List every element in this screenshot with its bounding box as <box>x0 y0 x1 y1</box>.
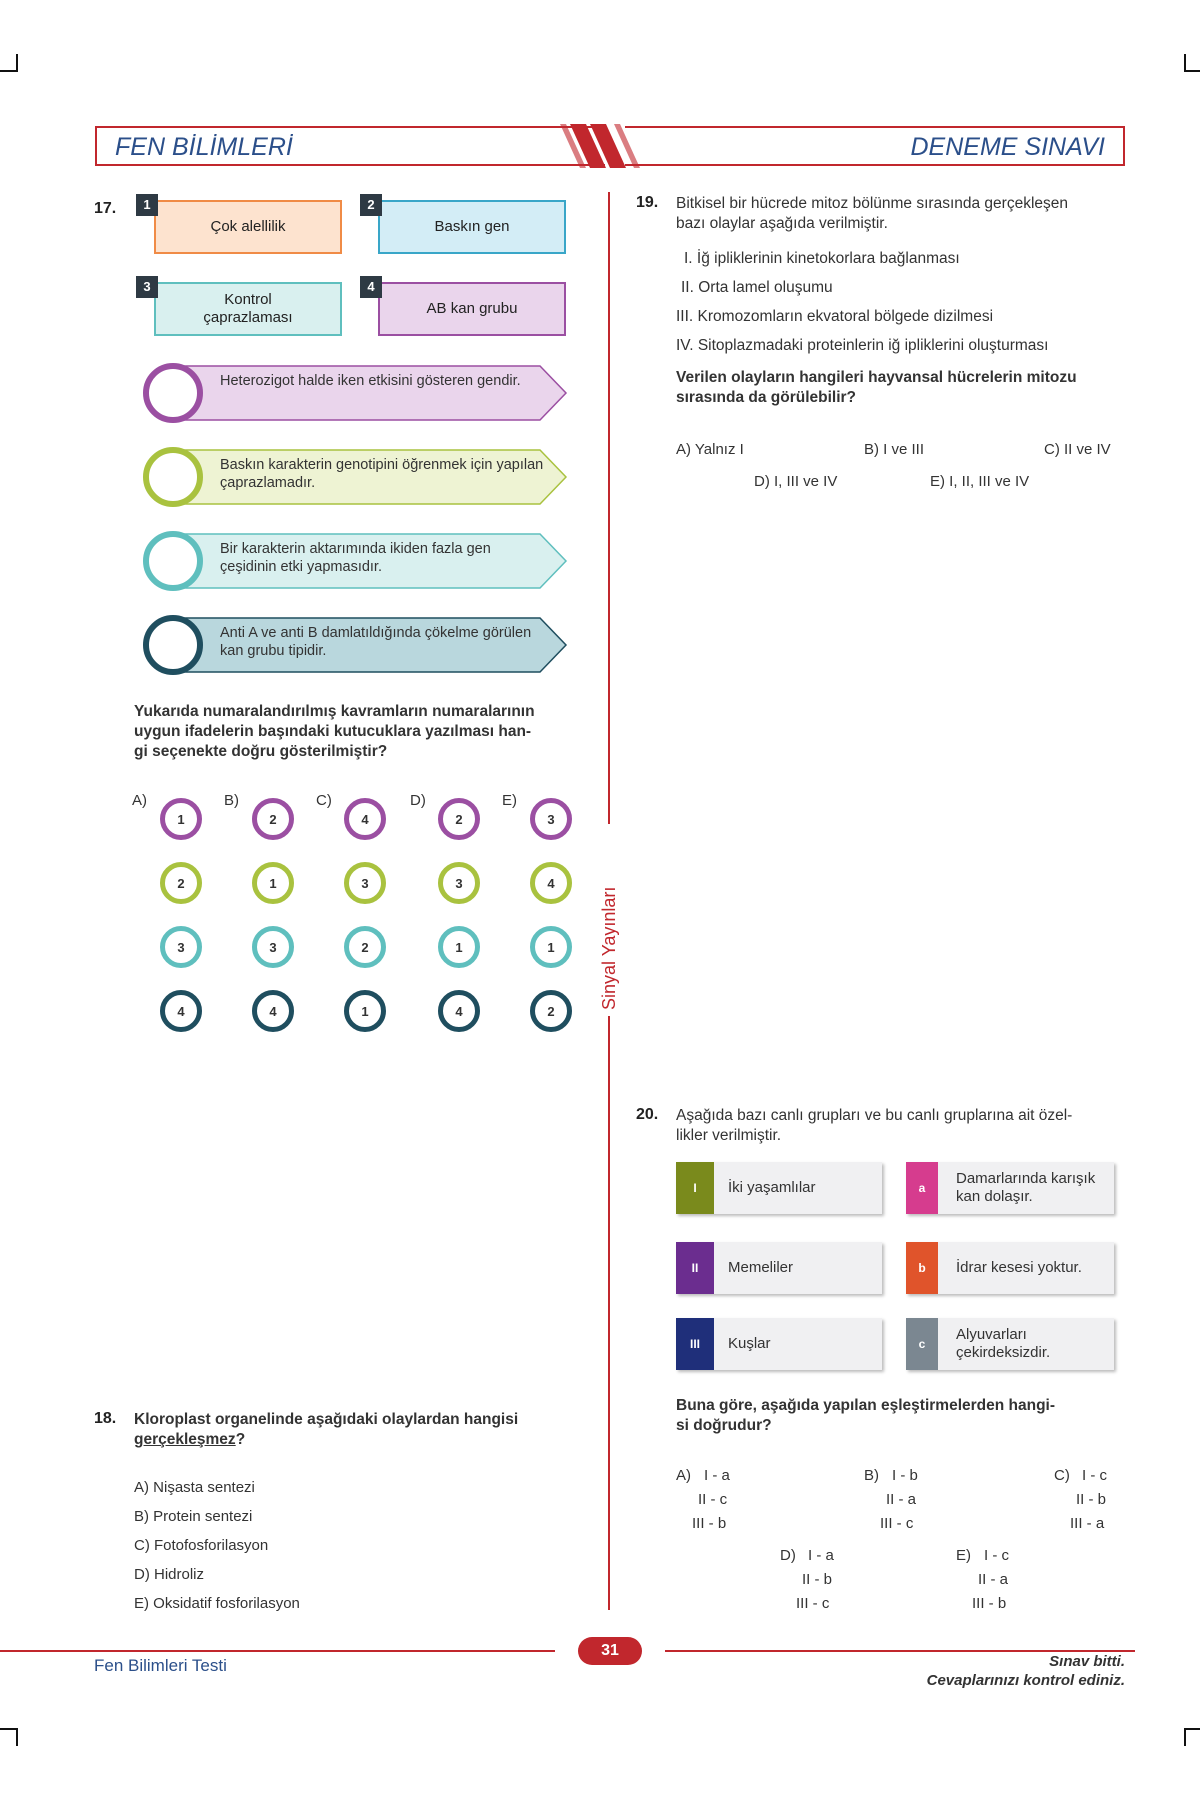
q19-item: I. İğ ipliklerinin kinetokorlara bağlanması <box>684 250 960 267</box>
q19-answer-b[interactable]: B) I ve III <box>864 441 925 458</box>
q18-answer-option[interactable]: B) Protein sentezi <box>134 1508 253 1525</box>
q20-feature-card <box>906 1242 1114 1294</box>
column-divider-bottom <box>608 1016 610 1610</box>
footer-end-line1: Sınav bitti. <box>1049 1653 1125 1670</box>
page-number: 31 <box>578 1637 642 1665</box>
q17-answer-circle <box>146 618 200 672</box>
q17-option-circle: 4 <box>530 862 572 904</box>
q17-concept-label: AB kan grubu <box>426 300 518 317</box>
q20-answer-pair: I - b <box>892 1467 918 1484</box>
q17-option-circle: 3 <box>252 926 294 968</box>
q20-question-line: Buna göre, aşağıda yapılan eşleştirmelerden hangi- <box>676 1397 1056 1414</box>
q20-feature-label: İdrar kesesi yoktur. <box>956 1259 1082 1276</box>
q17-option-circle: 3 <box>530 798 572 840</box>
q19-question <box>676 368 1146 408</box>
q20-answer-label[interactable]: E) <box>956 1547 971 1564</box>
q18-answer-option[interactable]: A) Nişasta sentezi <box>134 1479 255 1496</box>
q20-intro-line: Aşağıda bazı canlı grupları ve bu canlı gruplarına ait özel- <box>676 1107 1073 1124</box>
q17-statement-text: Baskın karakterin genotipini öğrenmek için yapılan çaprazlamadır. <box>220 457 544 491</box>
q17-option-circle: 1 <box>344 990 386 1032</box>
q17-answer-circle <box>146 534 200 588</box>
q17-statement <box>140 528 570 594</box>
q17-answer-circle <box>146 366 200 420</box>
q20-answer-pair: I - c <box>984 1547 1009 1564</box>
q18-answer-option[interactable]: D) Hidroliz <box>134 1566 205 1583</box>
q19-question-line: sırasında da görülebilir? <box>676 389 857 406</box>
q20-answer-pair: I - c <box>1082 1467 1107 1484</box>
footer-end-line2: Cevaplarınızı kontrol ediniz. <box>926 1672 1125 1689</box>
q17-concept-box <box>154 200 342 254</box>
q17-option-circle: 2 <box>438 798 480 840</box>
q17-option-circle: 2 <box>252 798 294 840</box>
crop-mark-bottom-right <box>1184 1728 1200 1746</box>
q19-items <box>676 244 1136 360</box>
q19-intro-line: bazı olaylar aşağıda verilmiştir. <box>676 215 888 232</box>
q17-statement-text: Heterozigot halde iken etkisini gösteren gendir. <box>220 373 521 389</box>
q20-answer-pair: II - c <box>698 1491 728 1508</box>
q20-group-tag: I <box>676 1162 714 1214</box>
q20-group-card <box>676 1242 882 1294</box>
sidebar-brand-text <box>591 830 627 1010</box>
svg-text:Sinyal Yayınları: Sinyal Yayınları <box>599 886 619 1010</box>
crop-mark-top-left <box>0 54 18 72</box>
q20-feature-card <box>906 1162 1114 1214</box>
q20-group-label: İki yaşamlılar <box>728 1179 816 1196</box>
q20-group-label: Kuşlar <box>728 1335 771 1352</box>
q17-option-label[interactable]: B) <box>224 792 239 809</box>
q20-answer-label[interactable]: C) <box>1054 1467 1070 1484</box>
exam-title: DENEME SINAVI <box>625 126 1125 166</box>
q17-statement <box>140 444 570 510</box>
q18-question-line: Kloroplast organelinde aşağıdaki olaylardan hangisi <box>134 1411 519 1428</box>
q17-question-line: gi seçenekte doğru gösterilmiştir? <box>134 743 388 760</box>
q20-answer-pair: I - a <box>808 1547 834 1564</box>
q20-feature-label: Damarlarında karışık kan dolaşır. <box>956 1170 1096 1205</box>
q20-question <box>676 1396 1146 1436</box>
q17-question-line: Yukarıda numaralandırılmış kavramların numaralarının <box>134 703 535 720</box>
q19-answer-d[interactable]: D) I, III ve IV <box>754 473 838 490</box>
q17-statement-banner <box>140 360 570 426</box>
crop-mark-bottom-left <box>0 1728 18 1746</box>
q17-option-circle: 3 <box>344 862 386 904</box>
q20-intro <box>676 1106 1146 1146</box>
q17-statement <box>140 360 570 426</box>
q20-number: 20. <box>636 1106 659 1123</box>
q19-item: IV. Sitoplazmadaki proteinlerin iğ ipliklerini oluşturması <box>676 337 1049 354</box>
q17-question-line: uygun ifadelerin başındaki kutucuklara yazılması han- <box>134 723 532 740</box>
q17-statement-text: Anti A ve anti B damlatıldığında çökelme görülen kan grubu tipidir. <box>220 625 532 659</box>
q17-concept-number-badge: 4 <box>360 276 382 298</box>
q20-answer-pair: II - b <box>1076 1491 1107 1508</box>
q17-question <box>134 702 594 762</box>
q19-item: III. Kromozomların ekvatoral bölgede dizilmesi <box>676 308 994 325</box>
q19-answer-a[interactable]: A) Yalnız I <box>676 441 744 458</box>
q20-answer-pair: III - c <box>880 1515 914 1532</box>
q17-concept-number-badge: 1 <box>136 194 158 216</box>
q20-group-label: Memeliler <box>728 1259 794 1276</box>
q20-group-card <box>676 1318 882 1370</box>
q20-answer-pair: II - a <box>978 1571 1009 1588</box>
q17-option-circle: 4 <box>252 990 294 1032</box>
q18-question-line2 <box>134 1430 604 1450</box>
q17-number: 17. <box>94 200 117 217</box>
q19-intro <box>676 194 1136 234</box>
subject-title: FEN BİLİMLERİ <box>95 126 605 166</box>
q17-statement <box>140 612 570 678</box>
q19-intro-line: Bitkisel bir hücrede mitoz bölünme sırasında gerçekleşen <box>676 195 1068 212</box>
q20-answer-pair: III - b <box>692 1515 727 1532</box>
q19-answer-e[interactable]: E) I, II, III ve IV <box>930 473 1030 490</box>
q19-question-line: Verilen olayların hangileri hayvansal hücrelerin mitozu <box>676 369 1077 386</box>
q20-answer-pair: II - a <box>886 1491 917 1508</box>
q17-option-circle: 3 <box>438 862 480 904</box>
q18-question <box>134 1410 604 1450</box>
q20-group-tag: III <box>676 1318 714 1370</box>
q17-option-circle: 4 <box>160 990 202 1032</box>
q20-group-card <box>676 1162 882 1214</box>
sidebar-brand <box>591 830 627 1010</box>
q17-concept-label: Çok alellilik <box>210 218 286 235</box>
footer-rule-left <box>0 1650 555 1652</box>
q18-answer-option[interactable]: C) Fotofosforilasyon <box>134 1537 269 1554</box>
q17-concept-number-badge: 2 <box>360 194 382 216</box>
q17-concept-label: Baskın gen <box>434 218 510 235</box>
q17-concept-box <box>378 200 566 254</box>
q17-option-circle: 4 <box>438 990 480 1032</box>
q20-answer-pair: III - b <box>972 1595 1007 1612</box>
q18-question-mark: ? <box>235 1431 246 1448</box>
q20-answer-pair: I - a <box>704 1467 730 1484</box>
q20-answer-pair: III - c <box>796 1595 830 1612</box>
q19-number: 19. <box>636 194 659 211</box>
footer-end-note <box>820 1652 1125 1690</box>
q17-option-label[interactable]: C) <box>316 792 332 809</box>
q17-option-label[interactable]: E) <box>502 792 517 809</box>
q20-question-line: si doğrudur? <box>676 1417 772 1434</box>
q20-feature-tag: a <box>906 1162 938 1214</box>
column-divider-top <box>608 192 610 824</box>
q20-answer-label[interactable]: D) <box>780 1547 796 1564</box>
q17-option-circle: 1 <box>530 926 572 968</box>
q19-item: II. Orta lamel oluşumu <box>681 279 833 296</box>
q17-concept-box <box>154 282 342 336</box>
q18-negation: gerçekleşmez <box>134 1431 236 1448</box>
q20-answer-pair: III - a <box>1070 1515 1105 1532</box>
q17-option-label[interactable]: D) <box>410 792 426 809</box>
q18-answer-option[interactable]: E) Oksidatif fosforilasyon <box>134 1595 300 1612</box>
q20-intro-line: likler verilmiştir. <box>676 1127 782 1144</box>
q20-feature-tag: b <box>906 1242 938 1294</box>
q17-option-circle: 4 <box>344 798 386 840</box>
q17-option-circle: 1 <box>438 926 480 968</box>
q17-option-circle: 3 <box>160 926 202 968</box>
q19-answer-c[interactable]: C) II ve IV <box>1044 441 1111 458</box>
q17-option-circle: 2 <box>160 862 202 904</box>
q17-answer-circle <box>146 450 200 504</box>
footer-test-name: Fen Bilimleri Testi <box>94 1656 227 1675</box>
q17-option-circle: 2 <box>530 990 572 1032</box>
q20-feature-tag: c <box>906 1318 938 1370</box>
q17-concept-number-badge: 3 <box>136 276 158 298</box>
q17-option-circle: 2 <box>344 926 386 968</box>
q18-number: 18. <box>94 1410 117 1427</box>
crop-mark-top-right <box>1184 54 1200 72</box>
q20-answer-pair: II - b <box>802 1571 833 1588</box>
q20-answer-label[interactable]: B) <box>864 1467 879 1484</box>
q20-feature-label: Alyuvarları çekirdeksizdir. <box>956 1326 1051 1361</box>
q17-option-circle: 1 <box>160 798 202 840</box>
q20-answer-label[interactable]: A) <box>676 1467 691 1484</box>
q17-statement-text: Bir karakterin aktarımında ikiden fazla gen çeşidinin etki yapmasıdır. <box>220 541 491 575</box>
q17-concept-box <box>378 282 566 336</box>
q17-concept-label: Kontrol çaprazlaması <box>203 291 293 326</box>
q20-feature-card <box>906 1318 1114 1370</box>
q20-group-tag: II <box>676 1242 714 1294</box>
q17-option-label[interactable]: A) <box>132 792 147 809</box>
q17-option-circle: 1 <box>252 862 294 904</box>
